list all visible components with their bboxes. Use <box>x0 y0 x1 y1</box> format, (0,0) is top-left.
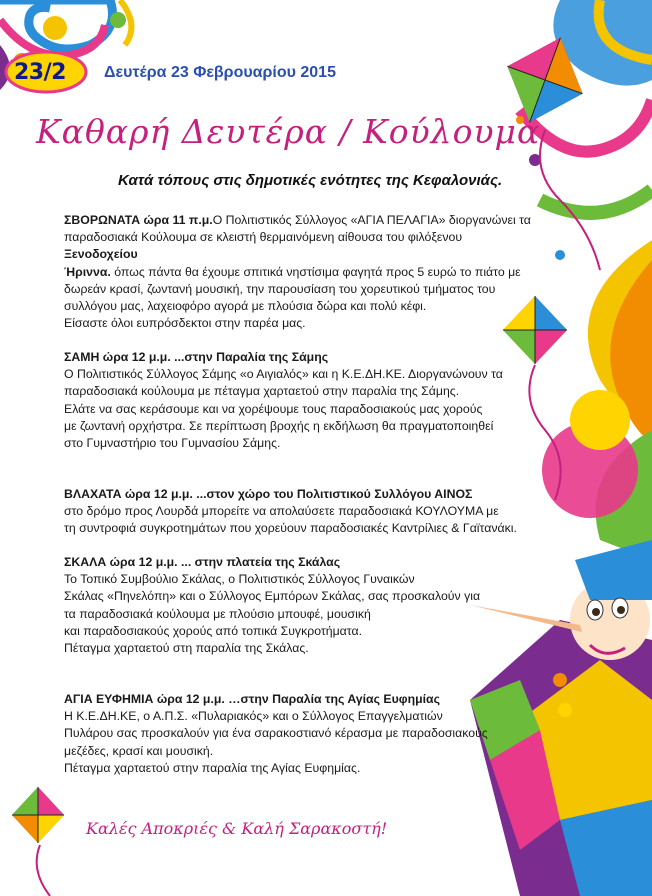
event-section-skala <box>64 554 534 657</box>
event-line-text: Ελάτε να σας κεράσουμε και να χορέψουμε τους παραδοσιακούς μας χορούς <box>64 401 483 416</box>
event-line <box>64 554 534 571</box>
event-line-text: παραδοσιακά Κούλουμα σε κλειστή θερμαινόμενη αίθουσα του φιλόξενου <box>64 230 463 245</box>
event-line <box>64 588 534 605</box>
event-line-text: Το Τοπικό Συμβούλιο Σκάλας, ο Πολιτιστικός Σύλλογος Γυναικών <box>64 572 415 587</box>
event-line-text: όπως πάντα θα έχουμε σπιτικά νηστίσιμα φαγητά προς 5 ευρώ το πιάτο με <box>110 264 521 279</box>
event-line-text: Πέταγμα χαρταετού στη παραλία της Σκάλας. <box>64 641 309 656</box>
page-subtitle: Κατά τόπους στις δημοτικές ενότητες της Κεφαλονιάς. <box>118 172 503 189</box>
event-line-text: Πέταγμα χαρταετού στην παραλία της Αγίας Ευφημίας. <box>64 760 361 775</box>
event-line-text: στο Γυμναστήριο του Γυμνασίου Σάμης. <box>64 436 281 451</box>
event-line-text: μεζέδες, κρασί και μουσική. <box>64 743 214 758</box>
event-line <box>64 366 534 383</box>
event-line-text: με ζωντανή ορχήστρα. Σε περίπτωση βροχής η εκδήλωση θα πραγματοποιηθεί <box>64 418 494 433</box>
event-line-bold-text: ΣΚΑΛΑ ώρα 12 μ.μ. ... στην πλατεία της Σκάλας <box>64 555 341 569</box>
event-line-text: Είσαστε όλοι ευπρόσδεκτοι στην παρέα μας. <box>64 316 306 331</box>
event-line <box>64 401 534 418</box>
event-line-text: Ο Πολιτιστικός Σύλλογος Σάμης «ο Αιγιαλός» και η Κ.Ε.ΔΗ.ΚΕ. Διοργανώνουν τα <box>64 367 503 382</box>
event-line <box>64 435 534 452</box>
event-line <box>64 229 534 263</box>
event-line-text: Ο Πολιτιστικός Σύλλογος «ΑΓΙΑ ΠΕΛΑΓΙΑ» διοργανώνει τα <box>212 213 531 227</box>
event-line-text: Η Κ.Ε.ΔΗ.ΚΕ, ο Α.Π.Σ. «Πυλαριακός» και ο Σύλλογος Επαγγελματιών <box>64 709 443 724</box>
event-line-bold-text: ΑΓΙΑ ΕΥΦΗΜΙΑ ώρα 12 μ.μ. …στην Παραλία της Αγίας Ευφημίας <box>64 692 440 706</box>
event-line <box>64 760 534 777</box>
event-line <box>64 349 534 366</box>
event-line <box>64 571 534 588</box>
event-line <box>64 640 534 657</box>
event-line <box>64 708 534 725</box>
right-side-wave-decoration <box>542 240 652 560</box>
event-line <box>64 298 534 315</box>
event-line <box>64 606 534 623</box>
event-line-text: και παραδοσιακούς χορούς από τοπικά Συγκροτήματα. <box>64 623 362 638</box>
event-line <box>64 691 534 708</box>
event-line-text: παραδοσιακά κούλουμα με πέταγμα χαρταετού στην παραλία της Σάμης. <box>64 384 460 399</box>
closing-greeting: Καλές Αποκριές & Καλή Σαρακοστή! <box>86 819 388 838</box>
date-badge: 23/2 <box>14 60 66 85</box>
event-line-bold-text: Ήριννα. <box>64 264 111 279</box>
event-line <box>64 520 534 537</box>
event-line-text: τα παραδοσιακά κούλουμα με πλούσιο μπουφέ, μουσική <box>64 606 371 621</box>
event-line-text: Σκάλας «Πηνελόπη» και ο Σύλλογος Εμπόρων Σκάλας, σας προσκαλούν για <box>64 589 481 604</box>
event-line-text: τη συντροφιά συγκροτημάτων που χορεύουν παραδοσιακές Καντρίλιες & Γαϊτανάκι. <box>64 521 517 536</box>
event-line-bold-text: ΣΒΟΡΩΝΑΤΑ ώρα 11 π.μ. <box>64 213 213 227</box>
event-line <box>64 486 534 503</box>
event-line-bold-text: ΣΑΜΗ ώρα 12 μ.μ. ...στην Παραλία της Σάμης <box>64 350 329 364</box>
event-section-sami <box>64 349 534 452</box>
kite-bottom-left-decoration <box>12 787 64 843</box>
event-line <box>64 315 534 332</box>
event-line-bold-text: Ξενοδοχείου <box>64 247 138 262</box>
event-line-text: συλλόγου μας, λαχειοφόρο αγορά με πλούσια δώρα και πολύ κέφι. <box>64 299 427 314</box>
event-section-vlachata <box>64 486 534 538</box>
event-line-text: δωρεάν κρασί, ζωντανή μουσική, την παρουσίαση του χορευτικού τμήματος του <box>64 281 496 296</box>
event-line <box>64 418 534 435</box>
event-line-bold-text: ΒΛΑΧΑΤΑ ώρα 12 μ.μ. ...στον χώρο του Πολιτιστικού Συλλόγου ΑΙΝΟΣ <box>64 487 473 501</box>
event-line-text: στο δρόμο προς Λουρδά μπορείτε να απολαύσετε παραδοσιακά ΚΟΥΛΟΥΜΑ με <box>64 504 499 519</box>
event-line <box>64 725 534 742</box>
event-line <box>64 264 534 281</box>
event-section-agia-efimia <box>64 691 534 777</box>
event-line-text: Πυλάρου σας προσκαλούν για ένα σαρακοστιανό κέρασμα με παραδοσιακούς <box>64 726 488 741</box>
event-line <box>64 281 534 298</box>
page-title: Καθαρή Δευτέρα / Κούλουμα <box>36 112 541 151</box>
event-line <box>64 212 534 229</box>
event-line <box>64 743 534 760</box>
event-line <box>64 503 534 520</box>
event-line <box>64 383 534 400</box>
event-section-svoronata <box>64 212 534 332</box>
event-line <box>64 623 534 640</box>
event-date: Δευτέρα 23 Φεβρουαρίου 2015 <box>104 64 336 81</box>
